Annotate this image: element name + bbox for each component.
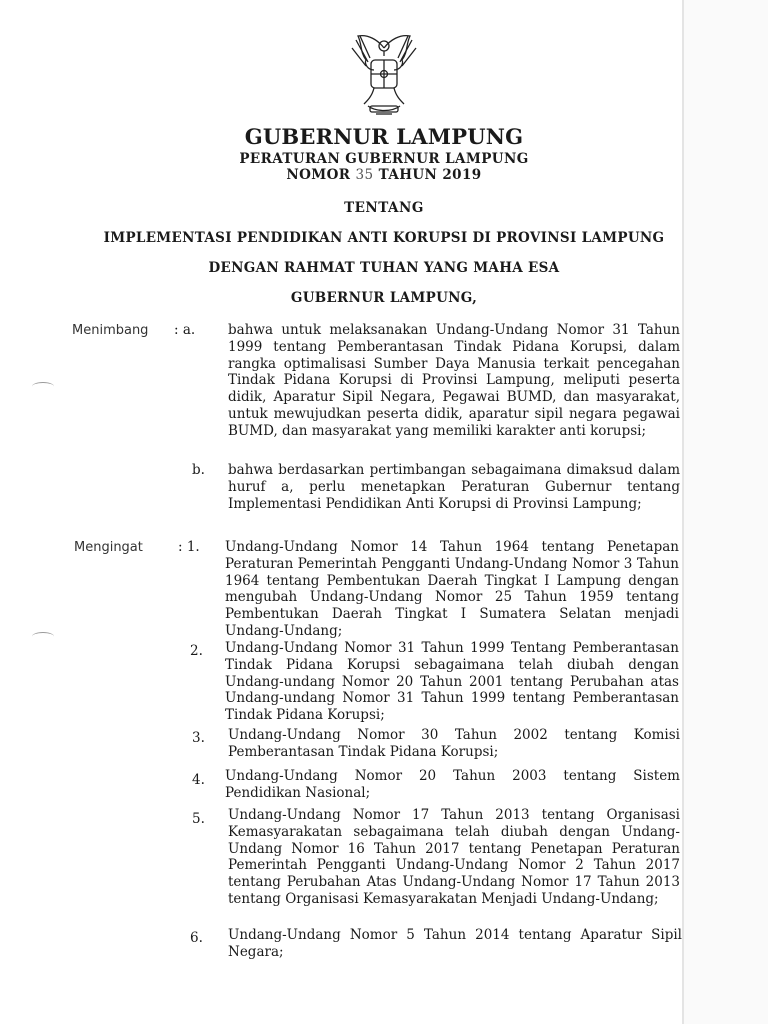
mengingat-marker-4: 4.	[192, 772, 205, 788]
mengingat-item-6: Undang-Undang Nomor 5 Tahun 2014 tentang Aparatur Sipil Negara;	[228, 927, 682, 960]
nomor-suffix: TAHUN 2019	[378, 167, 482, 183]
mengingat-marker-5: 5.	[192, 811, 205, 827]
regulation-subject: IMPLEMENTASI PENDIDIKAN ANTI KORUPSI DI PROVINSI LAMPUNG	[103, 230, 665, 246]
punch-hole-mark	[32, 632, 54, 641]
invocation: DENGAN RAHMAT TUHAN YANG MAHA ESA	[208, 260, 560, 276]
menimbang-item-b: bahwa berdasarkan pertimbangan sebagaimana dimaksud dalam huruf a, perlu menetapkan Peraturan Gubernur tentang Implementasi Pendidikan Anti Korupsi di Provinsi Lampung;	[228, 462, 680, 512]
regulation-number	[0, 167, 768, 183]
nomor-prefix: NOMOR	[286, 167, 351, 183]
authority-heading: GUBERNUR LAMPUNG,	[290, 290, 478, 306]
mengingat-marker-2: 2.	[190, 643, 203, 659]
nomor-value: 35	[355, 167, 374, 183]
mengingat-item-2: Undang-Undang Nomor 31 Tahun 1999 Tentang Pemberantasan Tindak Pidana Korupsi sebagaimana telah diubah dengan Undang-undang Nomor 20 Tahun 2001 tentang Perubahan atas Undang-undang Nomor 31 Tahun 1999 tentang Pemberantasan Tindak Pidana Korupsi;	[225, 640, 679, 724]
document-title: GUBERNUR LAMPUNG	[244, 124, 524, 149]
tentang-heading: TENTANG	[344, 200, 424, 216]
mengingat-marker-1: : 1.	[178, 539, 200, 555]
menimbang-marker-a: : a.	[174, 322, 196, 338]
mengingat-marker-6: 6.	[190, 930, 203, 946]
mengingat-item-3: Undang-Undang Nomor 30 Tahun 2002 tentang Komisi Pemberantasan Tindak Pidana Korupsi;	[228, 727, 680, 760]
menimbang-item-a: bahwa untuk melaksanakan Undang-Undang Nomor 31 Tahun 1999 tentang Pemberantasan Tindak Pidana Korupsi, dalam rangka optimalisasi Sumber Daya Manusia terkait pencegahan Tindak Pidana Korupsi di Provinsi Lampung, meliputi peserta didik, Aparatur Sipil Negara, Pegawai BUMD, dan masyarakat, untuk mewujudkan peserta didik, aparatur sipil negara pegawai BUMD, dan masyarakat yang memiliki karakter anti korupsi;	[228, 322, 680, 439]
regulation-type: PERATURAN GUBERNUR LAMPUNG	[239, 151, 529, 167]
mengingat-marker-3: 3.	[192, 730, 205, 746]
mengingat-item-5: Undang-Undang Nomor 17 Tahun 2013 tentang Organisasi Kemasyarakatan sebagaimana telah diubah dengan Undang-Undang Nomor 16 Tahun 2017 tentang Penetapan Peraturan Pemerintah Pengganti Undang-Undang Nomor 2 Tahun 2017 tentang Perubahan Atas Undang-Undang Nomor 17 Tahun 2013 tentang Organisasi Kemasyarakatan Menjadi Undang-Undang;	[228, 807, 680, 907]
menimbang-label: Menimbang	[72, 323, 149, 338]
mengingat-item-4: Undang-Undang Nomor 20 Tahun 2003 tentang Sistem Pendidikan Nasional;	[225, 768, 680, 801]
punch-hole-mark	[32, 382, 54, 391]
garuda-emblem-icon	[338, 30, 430, 122]
mengingat-item-1: Undang-Undang Nomor 14 Tahun 1964 tentang Penetapan Peraturan Pemerintah Pengganti Undang-Undang Nomor 3 Tahun 1964 tentang Pembentukan Daerah Tingkat I Lampung dengan mengubah Undang-Undang Nomor 25 Tahun 1959 tentang Pembentukan Daerah Tingkat I Sumatera Selatan menjadi Undang-Undang;	[225, 539, 679, 639]
mengingat-label: Mengingat	[74, 540, 143, 555]
menimbang-marker-b: b.	[192, 462, 205, 478]
